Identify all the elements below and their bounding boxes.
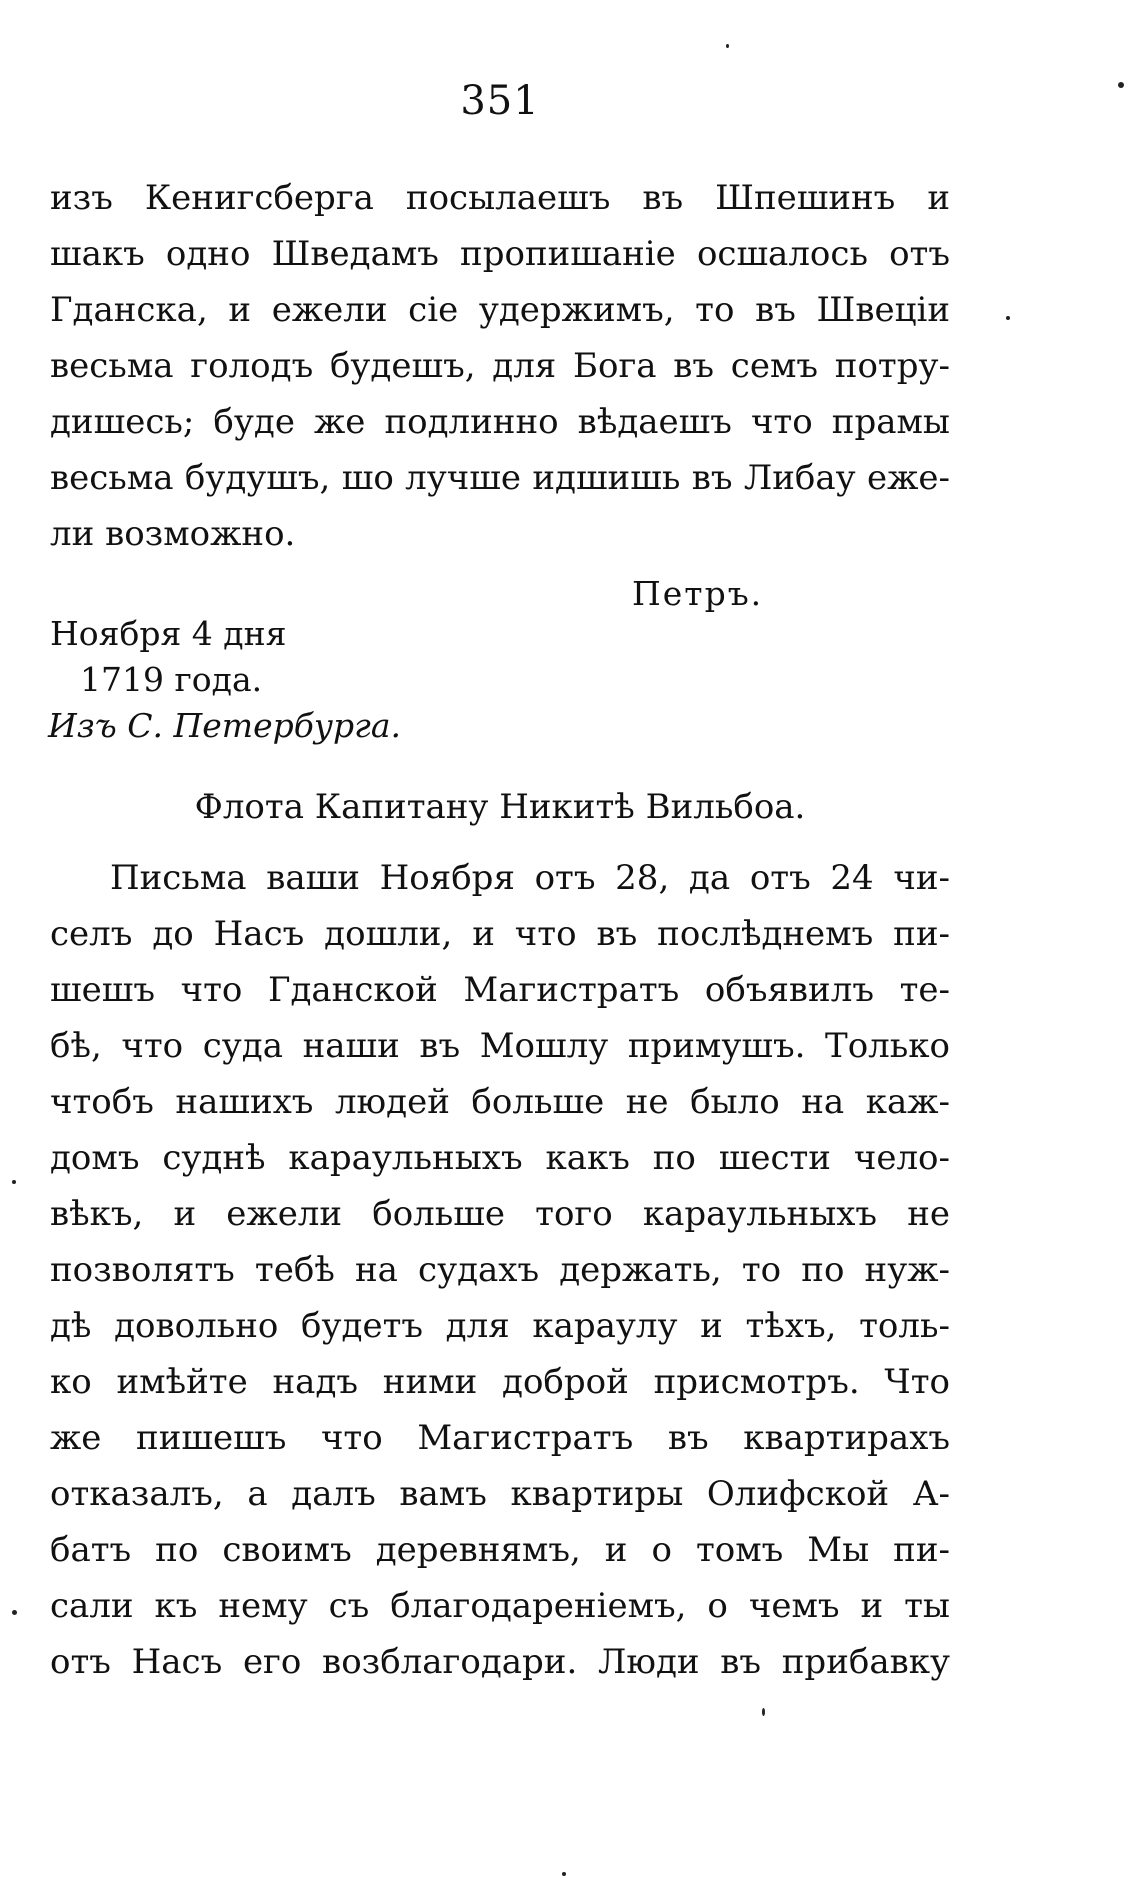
text-line: ли возможно. [50, 514, 296, 554]
page-number: 351 [460, 78, 540, 124]
text-line: шешъ что Гданской Магистратъ объявилъ те- [50, 970, 950, 1010]
scan-speck [12, 1180, 16, 1184]
text-line: дѣ довольно будетъ для караулу и тѣхъ, толь- [50, 1306, 950, 1346]
signature: Петръ. [632, 574, 764, 613]
scan-speck [12, 1610, 17, 1615]
text-line: весьма голодъ будешъ, для Бога въ семъ потру- [50, 346, 950, 386]
scan-speck [762, 1708, 765, 1716]
text-line: бѣ, что суда наши въ Мошлу примушъ. Только [50, 1026, 950, 1066]
text-line: батъ по своимъ деревнямъ, и о томъ Мы пи- [50, 1530, 950, 1570]
text-line: селъ до Насъ дошли, и что въ послѣднемъ пи- [50, 914, 950, 954]
scan-speck [1118, 82, 1124, 88]
text-line: ко имѣйте надъ ними доброй присмотръ. Что [50, 1362, 950, 1402]
text-line: шакъ одно Шведамъ пропишаніе осшалось отъ [50, 234, 950, 274]
place-line: Изъ С. Петербурга. [48, 706, 401, 745]
text-line: же пишешъ что Магистратъ въ квартирахъ [50, 1418, 950, 1458]
text-line: весьма будушъ, шо лучше идшишь въ Либау еже- [50, 458, 950, 498]
text-line: Гданска, и ежели сіе удержимъ, то въ Швеціи [50, 290, 950, 330]
year-line: 1719 года. [80, 660, 263, 699]
text-line: изъ Кенигсберга посылаешъ въ Шпешинъ и [50, 178, 950, 218]
text-line: домъ суднѣ караульныхъ какъ по шести чело- [50, 1138, 950, 1178]
scan-speck [1006, 316, 1010, 320]
date-line: Ноября 4 дня [50, 614, 287, 653]
text-line: сали къ нему съ благодареніемъ, о чемъ и ты [50, 1586, 950, 1626]
text-line: отъ Насъ его возблагодари. Люди въ прибавку [50, 1642, 950, 1682]
text-line: позволятъ тебѣ на судахъ держать, то по нуж- [50, 1250, 950, 1290]
text-line: Письма ваши Ноября отъ 28, да отъ 24 чи- [110, 858, 950, 898]
scan-speck [726, 44, 729, 48]
scan-speck [562, 1872, 566, 1876]
text-line: чтобъ нашихъ людей больше не было на каж- [50, 1082, 950, 1122]
text-line: дишесь; буде же подлинно вѣдаешъ что прамы [50, 402, 950, 442]
text-line: вѣкъ, и ежели больше того караульныхъ не [50, 1194, 950, 1234]
letter-heading: Флота Капитану Никитѣ Вильбоа. [194, 787, 806, 827]
text-line: отказалъ, а далъ вамъ квартиры Олифской А- [50, 1474, 950, 1514]
